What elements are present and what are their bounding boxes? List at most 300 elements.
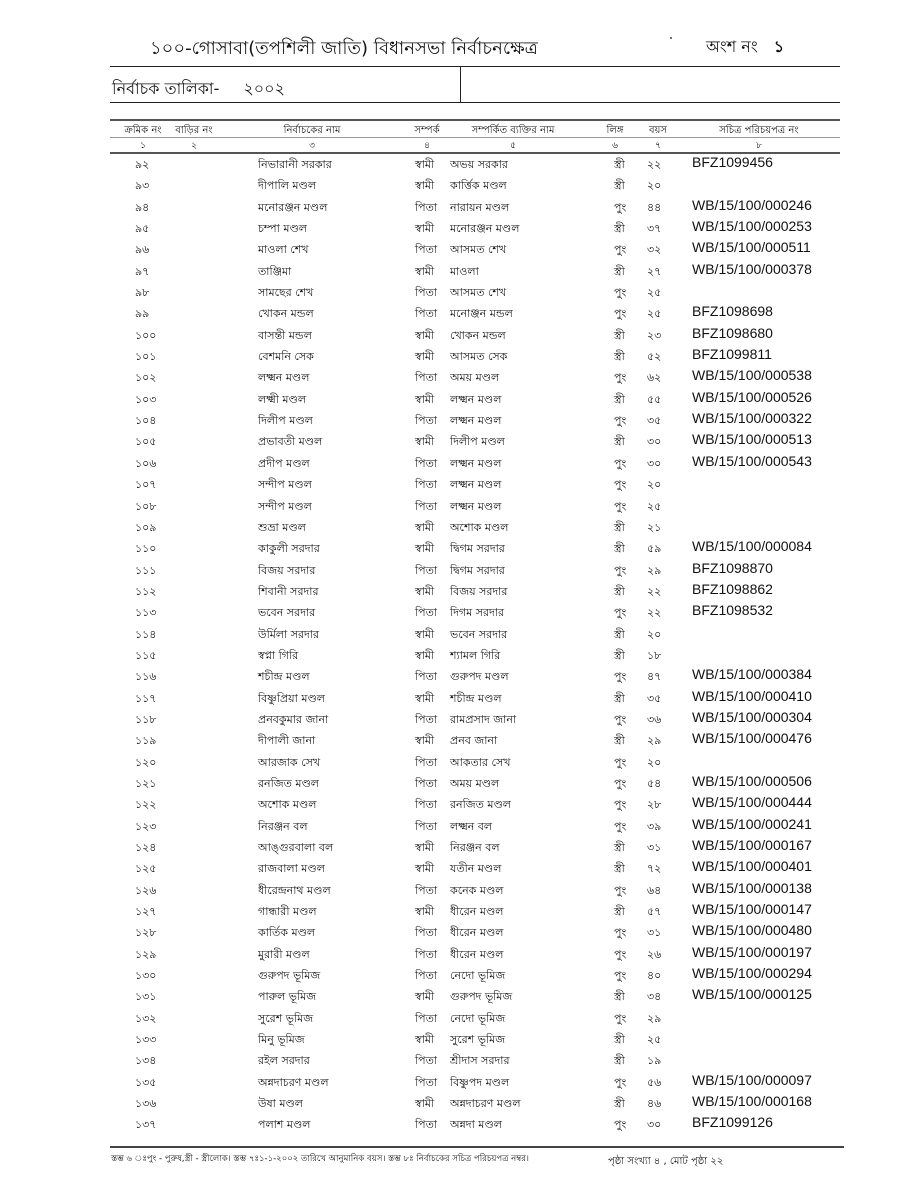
voter-name: দীপালি মণ্ডল	[258, 179, 317, 193]
age: ৩১	[647, 926, 662, 940]
serial-number: ৯২	[135, 158, 150, 171]
age: ৩৪	[647, 990, 662, 1004]
sex: পুং	[614, 1011, 627, 1025]
epic-number: WB/15/100/000526	[692, 388, 812, 405]
sex: স্ত্রী	[614, 1054, 625, 1068]
age: ৫৪	[647, 776, 662, 790]
relation: স্বামী	[415, 392, 435, 406]
col-header-house: বাড়ির নং	[175, 125, 213, 136]
part-label: অংশ নং	[706, 37, 758, 56]
relation: পিতা	[415, 883, 438, 897]
voter-name: দীপালী জানা	[258, 734, 316, 748]
voter-name: অশোক মণ্ডল	[258, 798, 317, 812]
relation: স্বামী	[415, 179, 435, 193]
table-row	[110, 1007, 840, 1028]
relation: পিতা	[415, 712, 438, 726]
related-person-name: লক্ষ্মন বল	[450, 819, 493, 833]
table-row	[110, 559, 840, 580]
epic-number: WB/15/100/000147	[692, 901, 812, 918]
relation: পিতা	[415, 307, 438, 321]
sex: পুং	[614, 712, 627, 726]
serial-number: ১০৬	[135, 456, 157, 470]
epic-number: WB/15/100/000506	[692, 772, 812, 789]
epic-number: WB/15/100/000304	[692, 708, 812, 725]
voter-name: শিবানী সরদার	[258, 584, 319, 598]
page-info: পৃষ্ঠা সংখ্যা ৪ , মোট পৃষ্ঠা ২২	[608, 1156, 724, 1167]
col-num: ৭	[655, 141, 661, 151]
table-row	[110, 430, 840, 451]
epic-number: WB/15/100/000138	[692, 879, 812, 896]
related-person-name: লক্ষ্মন মণ্ডল	[450, 478, 502, 492]
table-row	[110, 751, 840, 772]
serial-number: ৯৩	[135, 179, 150, 193]
related-person-name: দ্বিগম সরদার	[450, 563, 505, 577]
sex: পুং	[614, 606, 627, 620]
relation: পিতা	[415, 755, 438, 769]
epic-number: WB/15/100/000246	[692, 196, 812, 213]
serial-number: ১১৬	[135, 670, 157, 684]
serial-number: ১১১	[135, 563, 157, 577]
relation: স্বামী	[415, 222, 435, 236]
table-row	[110, 815, 840, 836]
related-person-name: খোকন মন্ডল	[450, 328, 506, 342]
col-header-age: বয়স	[648, 125, 668, 136]
relation: স্বামী	[415, 350, 435, 364]
relation: পিতা	[415, 947, 438, 961]
serial-number: ১১৫	[135, 648, 157, 662]
voter-name: মিনু ভূমিজ	[258, 1033, 305, 1047]
epic-number: WB/15/100/000513	[692, 431, 812, 448]
serial-number: ১০৯	[135, 520, 157, 534]
sex: পুং	[614, 286, 627, 300]
part-value: ১	[773, 37, 785, 56]
age: ২০	[647, 627, 662, 641]
related-person-name: শ্রীদাস সরদার	[450, 1054, 510, 1068]
table-row	[110, 302, 840, 323]
col-header-name: নির্বাচকের নাম	[283, 125, 341, 136]
sex: স্ত্রী	[614, 1033, 625, 1047]
serial-number: ১০০	[135, 328, 157, 342]
col-num: ২	[191, 141, 197, 151]
col-num: ৫	[510, 141, 516, 151]
age: ২৯	[647, 734, 662, 748]
table-row	[110, 836, 840, 857]
sex: স্ত্রী	[614, 584, 625, 598]
related-person-name: আসমত শেখ	[450, 286, 507, 300]
related-person-name: ভবেন সরদার	[450, 627, 508, 641]
age: ৩৫	[647, 414, 662, 428]
epic-number: WB/15/100/000401	[692, 858, 812, 875]
sex: স্ত্রী	[614, 158, 625, 171]
voter-name: গুরুপদ ভূমিজ	[258, 969, 321, 983]
voter-name: পারুল ভূমিজ	[258, 990, 317, 1004]
serial-number: ৯৮	[135, 286, 150, 300]
table-row	[110, 366, 840, 387]
related-person-name: মাওলা	[450, 264, 479, 278]
voter-name: আঙ্গুরবালা বল	[258, 841, 334, 854]
age: ২২	[647, 158, 662, 171]
stray-mark	[670, 37, 672, 39]
voter-name: বিজয় সরদার	[258, 563, 316, 577]
sex: স্ত্রী	[614, 542, 625, 556]
serial-number: ৯৬	[135, 243, 150, 257]
related-person-name: অন্নদাচরণ মণ্ডল	[450, 1097, 521, 1111]
relation: পিতা	[415, 1054, 438, 1068]
voter-name: মনোরঞ্জন মণ্ডল	[258, 200, 328, 214]
col-header-serial: ক্রমিক নং	[124, 125, 162, 136]
voter-name: গান্ধারী মণ্ডল	[258, 905, 317, 919]
sex: পুং	[614, 776, 627, 790]
voter-name: স্বপ্না গিরি	[258, 648, 299, 662]
epic-number: WB/15/100/000511	[692, 239, 811, 256]
voter-name: লক্ষ্মন মণ্ডল	[258, 371, 310, 385]
voter-name: মুরারী মণ্ডল	[258, 947, 310, 961]
sex: পুং	[614, 307, 627, 321]
relation: স্বামী	[415, 435, 435, 449]
serial-number: ১০৮	[135, 499, 157, 513]
table-row	[110, 345, 840, 366]
part-number	[706, 34, 784, 61]
sex: পুং	[614, 819, 627, 833]
epic-number: BFZ1098862	[692, 580, 773, 597]
table-row	[110, 729, 840, 750]
table-row	[110, 238, 840, 259]
relation: পিতা	[415, 1118, 438, 1132]
age: ২৯	[647, 1011, 662, 1025]
relation: স্বামী	[415, 542, 435, 556]
relation: পিতা	[415, 414, 438, 428]
age: ৩২	[647, 243, 662, 257]
relation: স্বামী	[415, 905, 435, 919]
relation: স্বামী	[415, 734, 435, 748]
related-person-name: গুরুপদ মণ্ডল	[450, 670, 509, 684]
related-person-name: শ্যামল গিরি	[450, 648, 501, 662]
serial-number: ১৩১	[135, 990, 157, 1004]
table-row	[110, 1071, 840, 1092]
sex: পুং	[614, 371, 627, 385]
sex: পুং	[614, 1118, 627, 1132]
voter-name: প্রভাবতী মণ্ডল	[258, 435, 323, 449]
serial-number: ১৩৫	[135, 1075, 157, 1089]
epic-number: WB/15/100/000444	[692, 794, 812, 811]
list-title	[112, 76, 285, 103]
epic-number: WB/15/100/000378	[692, 260, 812, 277]
table-row	[110, 1092, 840, 1113]
table-row	[110, 879, 840, 900]
sex: পুং	[614, 456, 627, 470]
voter-name: নিভারানী সরকার	[258, 158, 332, 171]
serial-number: ১৩৭	[135, 1118, 157, 1132]
sex: স্ত্রী	[614, 627, 625, 641]
relation: পিতা	[415, 563, 438, 577]
sex: স্ত্রী	[614, 179, 625, 193]
sex: স্ত্রী	[614, 841, 625, 854]
sex: স্ত্রী	[614, 520, 625, 534]
epic-number: WB/15/100/000476	[692, 730, 812, 747]
table-row	[110, 1049, 840, 1070]
divider	[110, 66, 840, 67]
related-person-name: অভয় সরকার	[450, 158, 508, 171]
age: ২১	[647, 520, 662, 534]
related-person-name: ধীরেন মণ্ডল	[450, 905, 504, 919]
related-person-name: কার্ত্তিক মণ্ডল	[450, 179, 507, 193]
relation: পিতা	[415, 606, 438, 620]
age: ৩৯	[647, 819, 662, 833]
table-row	[110, 921, 840, 942]
epic-number: BFZ1098870	[692, 559, 773, 576]
serial-number: ১১৮	[135, 712, 157, 726]
related-person-name: লক্ষ্মন মণ্ডল	[450, 392, 502, 406]
table-row	[110, 281, 840, 302]
voter-name: কার্তিক মণ্ডল	[258, 926, 316, 940]
epic-number: WB/15/100/000538	[692, 367, 812, 384]
age: ২০	[647, 179, 662, 193]
epic-number: WB/15/100/000384	[692, 666, 812, 683]
sex: পুং	[614, 200, 627, 214]
col-num: ৬	[612, 141, 618, 151]
related-person-name: প্রনব জানা	[450, 734, 498, 748]
related-person-name: রামপ্রসাদ জানা	[450, 712, 517, 726]
related-person-name: লক্ষ্মন মণ্ডল	[450, 499, 502, 513]
relation: পিতা	[415, 200, 438, 214]
sex: পুং	[614, 499, 627, 513]
epic-number: WB/15/100/000084	[692, 538, 812, 555]
sex: স্ত্রী	[614, 648, 625, 662]
age: ২৫	[647, 499, 662, 513]
voter-name: কাকুলী সরদার	[258, 542, 320, 556]
voter-name: শুভ্রা মণ্ডল	[258, 520, 306, 534]
serial-number: ১৩২	[135, 1011, 157, 1025]
sex: পুং	[614, 969, 627, 983]
age: ৩৫	[647, 691, 662, 705]
table-row	[110, 623, 840, 644]
sex: স্ত্রী	[614, 990, 625, 1004]
epic-number: WB/15/100/000294	[692, 965, 812, 982]
serial-number: ১২৩	[135, 819, 157, 833]
table-row	[110, 580, 840, 601]
epic-number: WB/15/100/000543	[692, 452, 812, 469]
epic-number: BFZ1098532	[692, 602, 773, 619]
voter-name: বিষ্ণুপ্রিয়া মণ্ডল	[258, 691, 325, 705]
epic-number: BFZ1099126	[692, 1114, 773, 1131]
table-row	[110, 1113, 840, 1134]
age: ৩১	[647, 841, 662, 854]
relation: পিতা	[415, 1075, 438, 1089]
sex: স্ত্রী	[614, 264, 625, 278]
voter-name: শচীন্দ্র মণ্ডল	[258, 670, 310, 684]
constituency-title: ১০০-গোসাবা(তপশিলী জাতি) বিধানসভা নির্বাচনক্ষেত্র	[150, 38, 538, 59]
serial-number: ১১২	[135, 584, 157, 598]
epic-number: WB/15/100/000410	[692, 687, 812, 704]
relation: স্বামী	[415, 1097, 435, 1111]
voter-name: প্রনবকুমার জানা	[258, 712, 329, 726]
sex: পুং	[614, 755, 627, 769]
table-row	[110, 644, 840, 665]
age: ২৭	[647, 264, 662, 278]
relation: পিতা	[415, 670, 438, 684]
table-row	[110, 793, 840, 814]
age: ৪৬	[647, 1097, 662, 1111]
serial-number: ৯৪	[135, 200, 150, 214]
related-person-name: দিলীপ মণ্ডল	[450, 435, 505, 449]
epic-number: BFZ1099811	[692, 346, 772, 363]
related-person-name: অন্নদা মণ্ডল	[450, 1118, 502, 1132]
sex: স্ত্রী	[614, 392, 625, 406]
relation: পিতা	[415, 286, 438, 300]
related-person-name: যতীন মণ্ডল	[450, 862, 502, 876]
table-row	[110, 985, 840, 1006]
related-person-name: গুরুপদ ভূমিজ	[450, 990, 513, 1004]
sex: পুং	[614, 926, 627, 940]
sex: স্ত্রী	[614, 1097, 625, 1111]
epic-number: WB/15/100/000168	[692, 1093, 812, 1110]
serial-number: ১২০	[135, 755, 157, 769]
related-person-name: নারায়ন মণ্ডল	[450, 200, 510, 214]
relation: স্বামী	[415, 862, 435, 876]
epic-number: WB/15/100/000125	[692, 986, 812, 1003]
voter-name: সন্দীপ মণ্ডল	[258, 499, 312, 513]
table-row	[110, 388, 840, 409]
sex: পুং	[614, 798, 627, 812]
serial-number: ১২৫	[135, 862, 157, 876]
table-row	[110, 473, 840, 494]
related-person-name: মনোঞ্জন মন্ডল	[450, 307, 513, 321]
col-header-sex: লিঙ্গ	[606, 125, 624, 136]
age: ২৫	[647, 307, 662, 321]
epic-number: BFZ1099456	[692, 154, 773, 170]
table-row	[110, 217, 840, 238]
relation: স্বামী	[415, 841, 435, 854]
serial-number: ১০৪	[135, 414, 157, 428]
sex: পুং	[614, 670, 627, 684]
age: ৩০	[647, 1118, 662, 1132]
relation: স্বামী	[415, 584, 435, 598]
epic-number: WB/15/100/000322	[692, 410, 812, 427]
sex: পুং	[614, 243, 627, 257]
col-num: ৪	[424, 141, 430, 151]
voter-name: রইল সরদার	[258, 1054, 310, 1068]
relation: পিতা	[415, 776, 438, 790]
relation: পিতা	[415, 819, 438, 833]
serial-number: ৯৭	[135, 264, 150, 278]
serial-number: ১২৯	[135, 947, 157, 961]
age: ৩৬	[647, 712, 662, 726]
serial-number: ১০১	[135, 350, 157, 364]
table-header	[110, 119, 840, 154]
voter-name: উষা মণ্ডল	[258, 1097, 303, 1111]
table-row	[110, 196, 840, 217]
sex: স্ত্রী	[614, 734, 625, 748]
age: ২০	[647, 478, 662, 492]
relation: স্বামী	[415, 158, 435, 171]
serial-number: ১২১	[135, 776, 157, 790]
sex: স্ত্রী	[614, 862, 625, 876]
serial-number: ১৩৬	[135, 1097, 157, 1111]
age: ২২	[647, 606, 662, 620]
table-row	[110, 452, 840, 473]
table-row	[110, 516, 840, 537]
table-row	[110, 708, 840, 729]
serial-number: ১০৩	[135, 392, 157, 406]
voter-name: তাঞ্জিমা	[258, 264, 292, 278]
col-header-id: সচিত্র পরিচয়পত্র নং	[719, 125, 799, 136]
age: ২৩	[647, 328, 662, 342]
related-person-name: নিরঞ্জন বল	[450, 841, 500, 854]
sex: পুং	[614, 563, 627, 577]
voter-name: ভবেন সরদার	[258, 606, 316, 620]
age: ২৫	[647, 1033, 662, 1047]
relation: পিতা	[415, 499, 438, 513]
related-person-name: নেদো ভূমিজ	[450, 969, 506, 983]
age: ৫৭	[647, 905, 662, 919]
related-person-name: ধীরেন মণ্ডল	[450, 947, 504, 961]
col-num: ১	[140, 141, 146, 151]
table-row	[110, 260, 840, 281]
serial-number: ১৩০	[135, 969, 157, 983]
serial-number: ১১০	[135, 542, 157, 556]
related-person-name: আসমত সেক	[450, 350, 508, 364]
related-person-name: আকতার সেখ	[450, 755, 511, 769]
voter-name: আরজাক সেখ	[258, 755, 321, 769]
list-label: নির্বাচক তালিকা-	[112, 79, 220, 98]
age: ২৫	[647, 286, 662, 300]
table-row	[110, 857, 840, 878]
table-row	[110, 601, 840, 622]
age: ৫২	[647, 350, 662, 364]
age: ২০	[647, 755, 662, 769]
voter-name: মাওলা শেখ	[258, 243, 309, 257]
related-person-name: বিজয় সরদার	[450, 584, 508, 598]
divider	[110, 102, 840, 103]
epic-number: WB/15/100/000480	[692, 922, 812, 939]
serial-number: ১১৪	[135, 627, 157, 641]
table-row	[110, 174, 840, 195]
relation: পিতা	[415, 478, 438, 492]
related-person-name: আসমত শেখ	[450, 243, 507, 257]
voter-name: উর্মিলা সরদার	[258, 627, 320, 641]
age: ১৯	[647, 1054, 662, 1068]
serial-number: ১২৮	[135, 926, 157, 940]
list-year: ২০০২	[243, 79, 285, 98]
serial-number: ১০৭	[135, 478, 157, 492]
serial-number: ১১৭	[135, 691, 157, 705]
relation: স্বামী	[415, 648, 435, 662]
table-row	[110, 900, 840, 921]
serial-number: ৯৫	[135, 222, 150, 236]
epic-number: WB/15/100/000167	[692, 837, 812, 853]
related-person-name: শচীন্দ্র মণ্ডল	[450, 691, 502, 705]
col-num: ৩	[309, 141, 315, 151]
age: ৭২	[647, 862, 662, 876]
sex: স্ত্রী	[614, 222, 625, 236]
footer-divider	[110, 1146, 844, 1148]
table-row	[110, 687, 840, 708]
relation: পিতা	[415, 969, 438, 983]
footer-note: স্তম্ভ ৬ ঃপুং - পুরুষ,স্ত্রী - স্ত্রীলোক। স্তম্ভ ৭ঃ১-১-২০০২ তারিখে আনুমানিক বয়স। স্তম্ভ ৮ঃ নির্বাচকের সচিত্র পরিচয়পত্র নম্বর।	[111, 1154, 529, 1164]
related-person-name: মনোরঞ্জন মণ্ডল	[450, 222, 520, 236]
serial-number: ১৩৩	[135, 1033, 157, 1047]
related-person-name: নেদো ভূমিজ	[450, 1011, 506, 1025]
voter-name: চম্পা মণ্ডল	[258, 222, 307, 236]
voter-table-body	[110, 153, 840, 1135]
epic-number: BFZ1098698	[692, 303, 773, 320]
relation: স্বামী	[415, 520, 435, 534]
table-row	[110, 409, 840, 430]
epic-number: BFZ1098680	[692, 324, 773, 341]
epic-number: WB/15/100/000241	[692, 815, 812, 832]
table-row	[110, 153, 840, 174]
sex: স্ত্রী	[614, 691, 625, 705]
